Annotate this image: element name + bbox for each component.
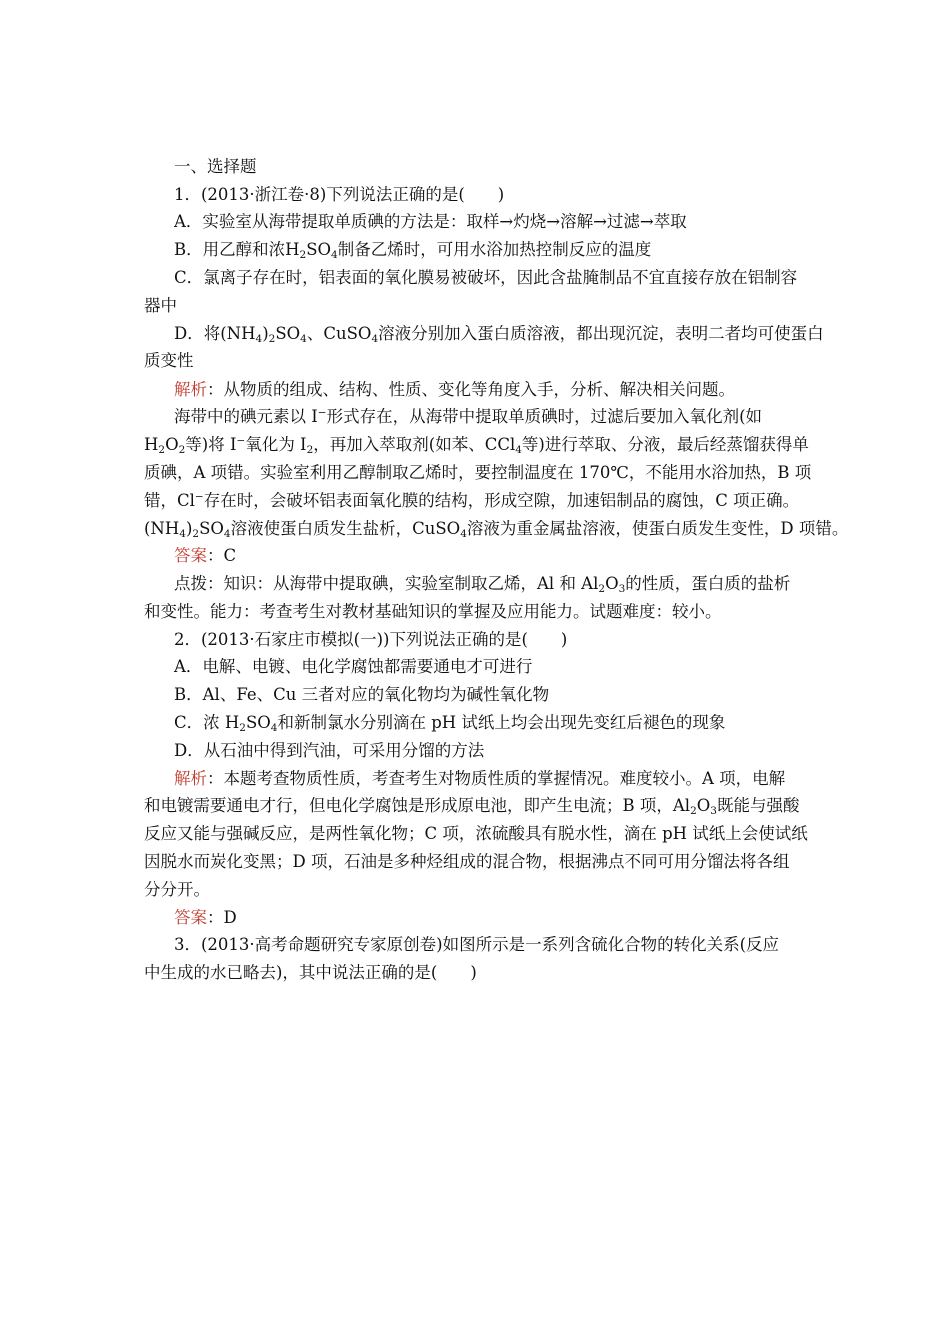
- question-2-option-b: B．Al、Fe、Cu 三者对应的氧化物均为碱性氧化物: [174, 685, 550, 704]
- question-1-option-b: B．用乙醇和浓$H_2SO_4$制备乙烯时，可用水浴加热控制反应的温度: [174, 240, 652, 261]
- question-1-explanation-line: $H_2O_2$等)将 I−氧化为 $I_2$，再加入萃取剂(如苯、CCl$_4$等)进行萃取、分液，最后经蒸馏获得单: [144, 435, 809, 456]
- question-2-analysis-line: 因脱水而炭化变黑；D 项，石油是多种烃组成的混合物，根据沸点不同可用分馏法将各组: [144, 852, 790, 871]
- section-heading: 一、选择题: [174, 157, 257, 176]
- question-1-explanation-line: 海带中的碘元素以 I−形式存在，从海带中提取单质碘时，过滤后要加入氧化剂(如: [174, 407, 763, 426]
- question-1-option-a: A．实验室从海带提取单质碘的方法是：取样→灼烧→溶解→过滤→萃取: [174, 212, 687, 231]
- question-2-analysis-line: 和电镀需要通电才行，但电化学腐蚀是形成原电池，即产生电流；B 项，$Al_2O_3$既能与强酸: [144, 796, 800, 817]
- question-1-analysis: 解析：从物质的组成、结构、性质、变化等角度入手，分析、解决相关问题。: [174, 380, 735, 399]
- question-1-stem: 1．(2013·浙江卷·8)下列说法正确的是( ): [174, 185, 505, 204]
- question-3-stem: 3．(2013·高考命题研究专家原创卷)如图所示是一系列含硫化合物的转化关系(反应: [174, 935, 780, 954]
- answer-label: 答案: [174, 546, 207, 565]
- question-1-option-d: D．将$(NH_4)_2SO_4$、CuSO$_4$溶液分别加入蛋白质溶液，都出现沉淀，表明二者均可使蛋白: [174, 324, 824, 345]
- analysis-label: 解析: [174, 769, 207, 788]
- question-2-analysis-line: 反应又能与强碱反应，是两性氧化物；C 项，浓硫酸具有脱水性，滴在 pH 试纸上会使试纸: [144, 824, 808, 843]
- question-2-stem: 2．(2013·石家庄市模拟(一))下列说法正确的是( ): [174, 630, 568, 649]
- question-2-analysis: 解析：本题考查物质性质，考查考生对物质性质的掌握情况。难度较小。A 项，电解: [174, 769, 786, 788]
- question-2-option-a: A．电解、电镀、电化学腐蚀都需要通电才可进行: [174, 657, 533, 676]
- question-3-stem-cont: 中生成的水已略去)，其中说法正确的是( ): [144, 963, 477, 982]
- question-1-answer: 答案：C: [174, 546, 237, 565]
- question-1-explanation-line: $(NH_4)_2SO_4$溶液使蛋白质发生盐析，CuSO$_4$溶液为重金属盐溶液，使蛋白质发生变性，D 项错。: [144, 519, 849, 540]
- question-2-analysis-line: 分分开。: [144, 880, 210, 899]
- question-2-option-c: C．浓 $H_2SO_4$和新制氯水分别滴在 pH 试纸上均会出现先变红后褪色的现象: [174, 713, 726, 734]
- question-1-explanation-line: 质碘，A 项错。实验室利用乙醇制取乙烯时，要控制温度在 170℃，不能用水浴加热，B 项: [144, 463, 812, 482]
- question-1-tip: 点拨：知识：从海带中提取碘，实验室制取乙烯，Al 和 $Al_2O_3$的性质，蛋白质的盐析: [174, 574, 791, 595]
- question-1-explanation-line: 错，Cl−存在时，会破坏铝表面氧化膜的结构，形成空隙，加速铝制品的腐蚀，C 项正确。: [144, 491, 800, 510]
- question-2-option-d: D．从石油中得到汽油，可采用分馏的方法: [174, 741, 485, 760]
- question-2-answer: 答案：D: [174, 908, 237, 927]
- answer-label: 答案: [174, 908, 207, 927]
- analysis-label: 解析: [174, 380, 207, 399]
- question-1-option-c: C．氯离子存在时，铝表面的氧化膜易被破坏，因此含盐腌制品不宜直接存放在铝制容: [174, 268, 798, 287]
- question-1-option-c-cont: 器中: [144, 296, 177, 315]
- question-1-option-d-cont: 质变性: [144, 351, 194, 370]
- question-1-tip-cont: 和变性。能力：考查考生对教材基础知识的掌握及应用能力。试题难度：较小。: [144, 602, 722, 621]
